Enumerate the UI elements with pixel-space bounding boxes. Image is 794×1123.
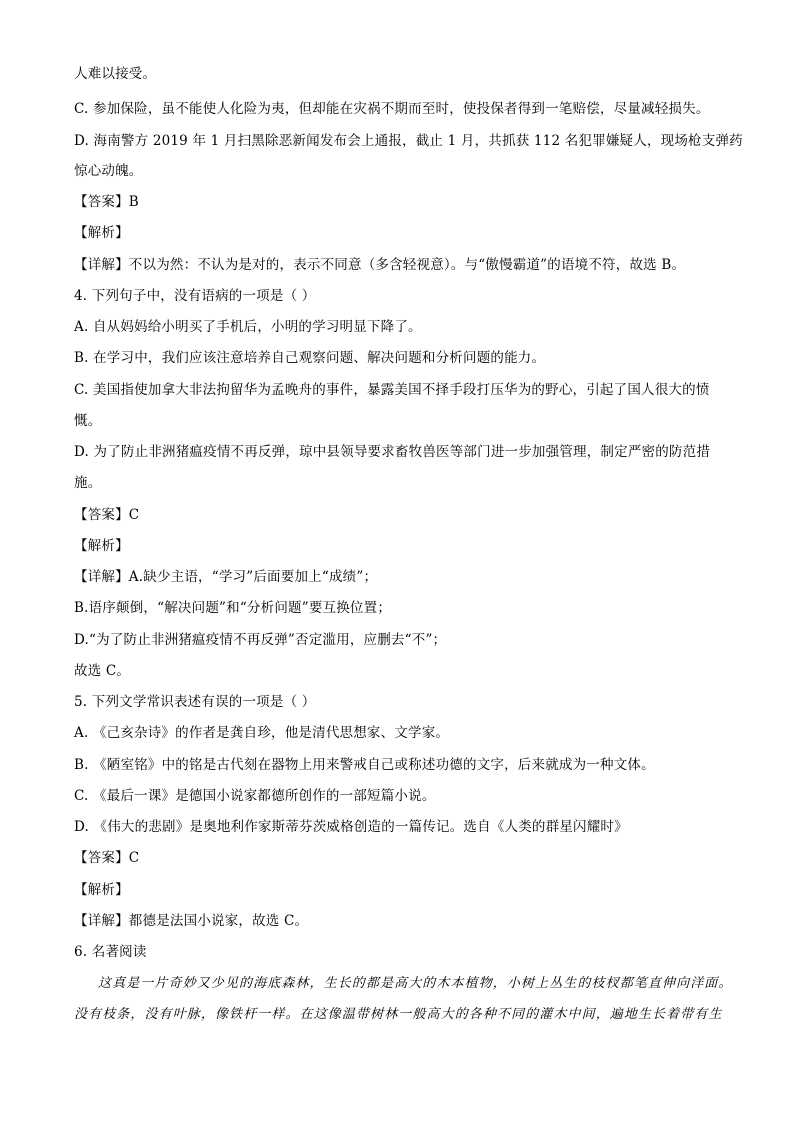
passage-line: 这真是一片奇妙又少见的海底森林，生长的都是高大的木本植物，小树上丛生的枝杈都笔直伸向洋面。 [98, 976, 733, 991]
option-c-cont: 慨。 [74, 413, 102, 429]
option-b: B. 在学习中，我们应该注意培养自己观察问题、解决问题和分析问题的能力。 [74, 350, 546, 366]
text-line: 惊心动魄。 [74, 163, 143, 179]
answer-label: 【答案】B [74, 194, 139, 210]
explanation-text: 【详解】都德是法国小说家，故选 C。 [74, 913, 309, 929]
explanation-text: D.“为了防止非洲猪瘟疫情不再反弹”否定滥用，应删去“不”； [74, 632, 447, 648]
answer-label: 【答案】C [74, 507, 140, 523]
explanation-text: 【详解】不以为然：不认为是对的，表示不同意（多含轻视意）。与“傲慢霸道”的语境不符，故选 B。 [74, 257, 686, 273]
text-line: C. 参加保险，虽不能使人化险为夷，但却能在灾祸不期而至时，使投保者得到一笔赔偿，尽量减轻损失。 [74, 101, 710, 117]
option-a: A. 《己亥杂诗》的作者是龚自珍，他是清代思想家、文学家。 [74, 725, 450, 741]
analysis-label: 【解析】 [74, 225, 129, 241]
option-d: D. 《伟大的悲剧》是奥地利作家斯蒂芬茨威格创造的一篇传记。选自《人类的群星闪耀时》 [74, 819, 628, 835]
option-a: A. 自从妈妈给小明买了手机后，小明的学习明显下降了。 [74, 319, 422, 335]
option-c: C. 《最后一课》是德国小说家都德所创作的一部短篇小说。 [74, 788, 436, 804]
analysis-label: 【解析】 [74, 882, 129, 898]
option-d-cont: 施。 [74, 475, 102, 491]
explanation-text: 【详解】A.缺少主语，“学习”后面要加上“成绩”； [74, 569, 378, 585]
option-d: D. 为了防止非洲猪瘟疫情不再反弹，琼中县领导要求畜牧兽医等部门进一步加强管理，制定严密的防范措 [74, 444, 711, 460]
option-b: B. 《陋室铭》中的铭是古代刻在器物上用来警戒自己或称述功德的文字，后来就成为一种文体。 [74, 757, 655, 773]
text-line: D. 海南警方 2019 年 1 月扫黑除恶新闻发布会上通报，截止 1 月，共抓获 112 名犯罪嫌疑人，现场枪支弹药 [74, 133, 743, 149]
explanation-text: 故选 C。 [74, 663, 131, 679]
answer-label: 【答案】C [74, 850, 140, 866]
option-c: C. 美国指使加拿大非法拘留华为孟晚舟的事件，暴露美国不择手段打压华为的野心，引起了国人很大的愤 [74, 382, 710, 398]
question-5: 5. 下列文学常识表述有误的一项是（ ） [74, 694, 316, 710]
analysis-label: 【解析】 [74, 538, 129, 554]
text-line: 人难以接受。 [74, 66, 157, 82]
question-6: 6. 名著阅读 [74, 944, 147, 960]
explanation-text: B.语序颠倒，“解决问题”和“分析问题”要互换位置； [74, 600, 392, 616]
question-4: 4. 下列句子中，没有语病的一项是（ ） [74, 288, 316, 304]
passage-line: 没有枝条，没有叶脉，像铁杆一样。在这像温带树林一般高大的各种不同的灌木中间，遍地生长着带有生 [74, 1007, 723, 1022]
